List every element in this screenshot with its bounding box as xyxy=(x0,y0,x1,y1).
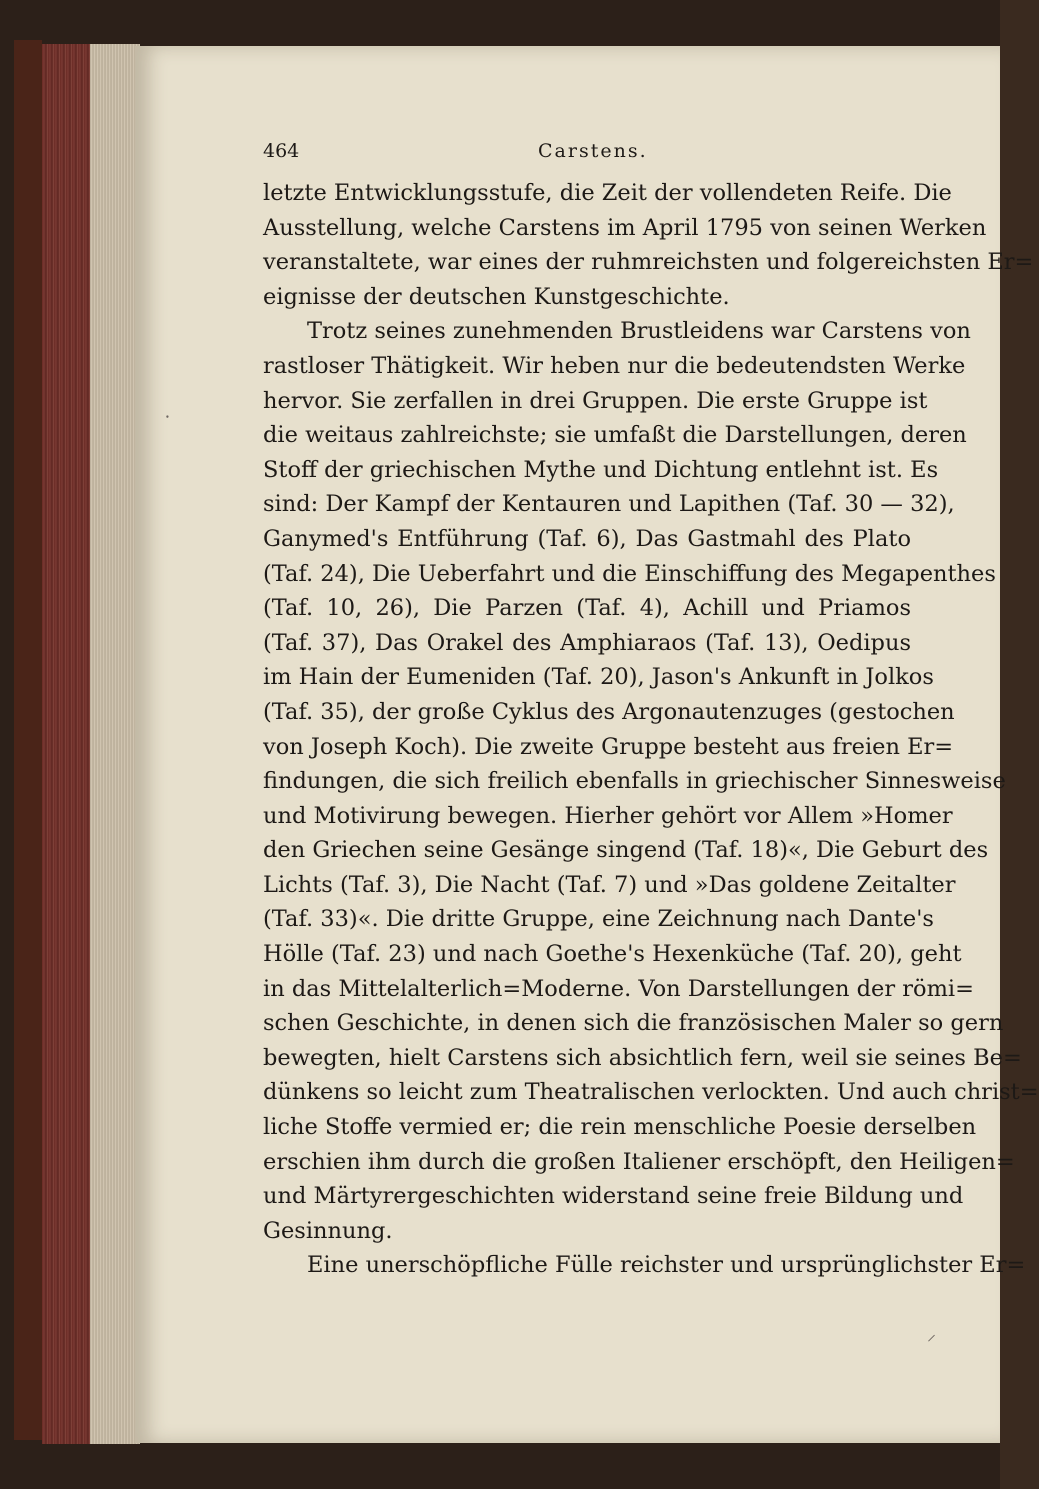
text-line: sind: Der Kampf der Kentauren und Lapithen (Taf. 30 — 32), xyxy=(263,491,955,518)
text-line: bewegten, hielt Carstens sich absichtlich fern, weil sie seines Be= xyxy=(263,1044,1022,1071)
page-header xyxy=(263,140,648,170)
text-line: Ausstellung, welche Carstens im April 1795 von seinen Werken xyxy=(263,214,987,241)
margin-mark: ⸱ xyxy=(165,407,170,428)
text-line: Stoff der griechischen Mythe und Dichtung entlehnt ist. Es xyxy=(263,456,939,483)
text-line: (Taf. 35), der große Cyklus des Argonautenzuges (gestochen xyxy=(263,698,955,725)
text-line: findungen, die sich freilich ebenfalls in griechischer Sinnesweise xyxy=(263,768,1006,795)
text-line: dünkens so leicht zum Theatralischen verlockten. Und auch christ= xyxy=(263,1079,1039,1106)
text-line: schen Geschichte, in denen sich die französischen Maler so gern xyxy=(263,1010,1004,1037)
text-line: (Taf. 33)«. Die dritte Gruppe, eine Zeichnung nach Dante's xyxy=(263,906,934,933)
text-line: von Joseph Koch). Die zweite Gruppe besteht aus freien Er= xyxy=(263,733,954,760)
text-line: erschien ihm durch die großen Italiener erschöpft, den Heiligen= xyxy=(263,1148,1015,1175)
margin-mark: ⸝ xyxy=(927,1324,936,1345)
text-line: hervor. Sie zerfallen in drei Gruppen. Die erste Gruppe ist xyxy=(263,387,928,414)
text-line: veranstaltete, war eines der ruhmreichsten und folgereichsten Er= xyxy=(263,249,1034,276)
page-number: 464 xyxy=(263,140,300,162)
text-line: die weitaus zahlreichste; sie umfaßt die Darstellungen, deren xyxy=(263,422,967,449)
body-text xyxy=(263,176,1039,1283)
text-line: im Hain der Eumeniden (Taf. 20), Jason's Ankunft in Jolkos xyxy=(263,664,934,691)
text-line: (Taf. 37), Das Orakel des Amphiaraos (Taf. 13), Oedipus xyxy=(263,629,911,656)
text-line: Ganymed's Entführung (Taf. 6), Das Gastmahl des Plato xyxy=(263,525,911,552)
text-line: (Taf. 10, 26), Die Parzen (Taf. 4), Achill und Priamos xyxy=(263,595,911,622)
text-line: Trotz seines zunehmenden Brustleidens war Carstens von xyxy=(307,318,971,345)
text-line: eignisse der deutschen Kunstgeschichte. xyxy=(263,283,730,310)
text-line: (Taf. 24), Die Ueberfahrt und die Einschiffung des Megapenthes xyxy=(263,560,996,587)
running-title: Carstens. xyxy=(538,140,648,162)
text-line: den Griechen seine Gesänge singend (Taf. 18)«, Die Geburt des xyxy=(263,837,989,864)
page-stack-paper-edge xyxy=(90,44,140,1444)
text-line: in das Mittelalterlich=Moderne. Von Darstellungen der römi= xyxy=(263,975,974,1002)
text-line: und Märtyrergeschichten widerstand seine freie Bildung und xyxy=(263,1183,964,1210)
text-line: und Motivirung bewegen. Hierher gehört vor Allem »Homer xyxy=(263,802,953,829)
text-line: Gesinnung. xyxy=(263,1217,393,1244)
text-line: Eine unerschöpfliche Fülle reichster und ursprünglichster Er= xyxy=(307,1252,1026,1279)
text-line: rastloser Thätigkeit. Wir heben nur die bedeutendsten Werke xyxy=(263,352,966,379)
text-line: letzte Entwicklungsstufe, die Zeit der vollendeten Reife. Die xyxy=(263,180,952,206)
book-cover-edge xyxy=(14,40,42,1440)
text-line: Lichts (Taf. 3), Die Nacht (Taf. 7) und »Das goldene Zeitalter xyxy=(263,871,956,898)
text-line: Hölle (Taf. 23) und nach Goethe's Hexenküche (Taf. 20), geht xyxy=(263,941,962,968)
text-line: liche Stoffe vermied er; die rein menschliche Poesie derselben xyxy=(263,1114,977,1141)
